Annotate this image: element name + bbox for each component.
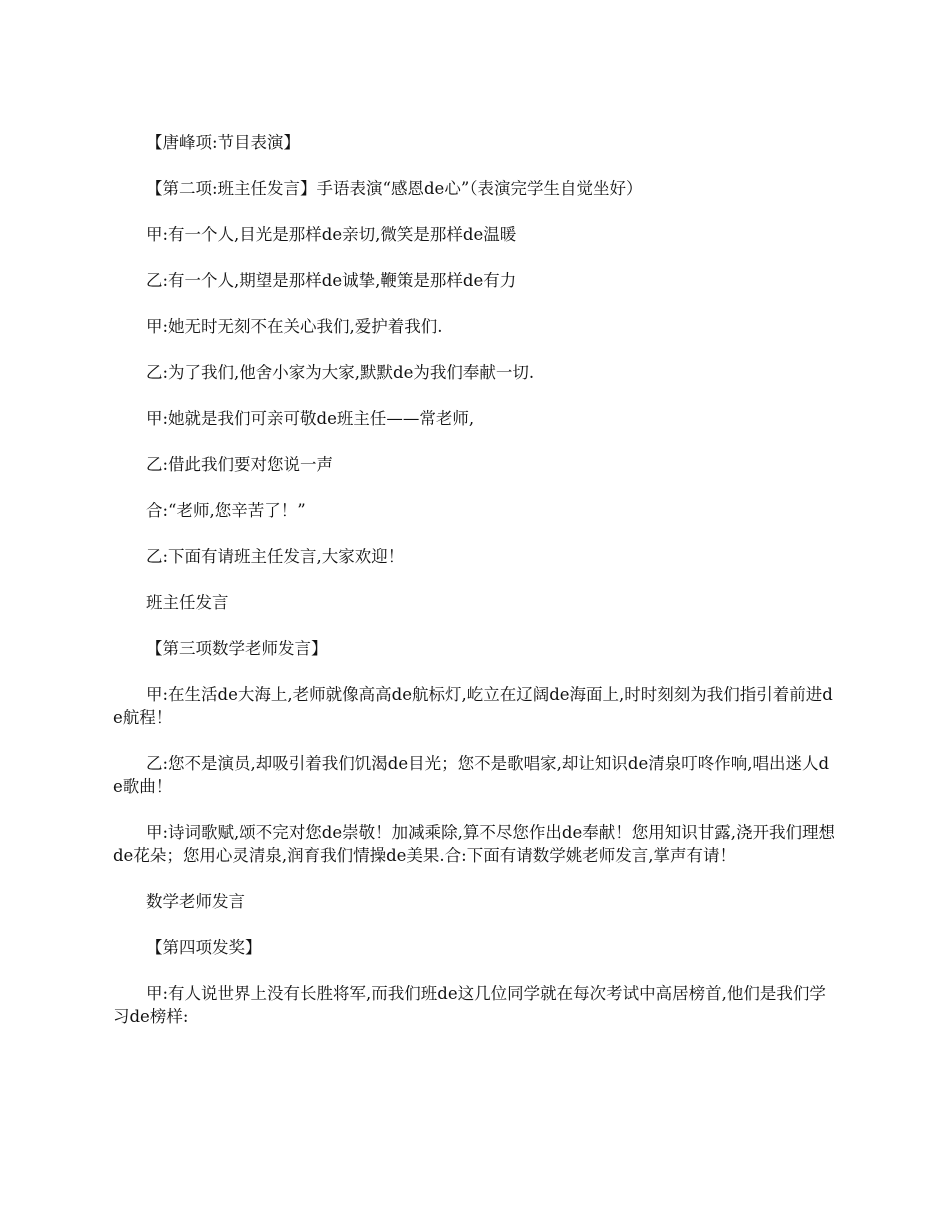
dialogue-line: 甲:在生活de大海上,老师就像高高de航标灯,屹立在辽阔de海面上,时时刻刻为我们指引着前进de航程！ — [113, 685, 833, 727]
dialogue-line: 甲:她就是我们可亲可敬de班主任——常老师, — [146, 409, 475, 428]
section-heading-tang-feng: 【唐峰项:节目表演】 — [146, 133, 301, 152]
dialogue-line: 甲:有一个人,目光是那样de亲切,微笑是那样de温暖 — [146, 225, 517, 244]
dialogue-line: 合:“老师,您辛苦了！” — [146, 501, 306, 520]
dialogue-line: 乙:为了我们,他舍小家为大家,默默de为我们奉献一切. — [146, 363, 535, 382]
stage-note: 数学老师发言 — [146, 892, 245, 911]
section-heading-item-three: 【第三项数学老师发言】 — [146, 639, 328, 658]
section-heading-item-two: 【第二项:班主任发言】手语表演“感恩de心”（表演完学生自觉坐好） — [146, 179, 643, 198]
document-page — [113, 131, 837, 1051]
dialogue-line: 甲:有人说世界上没有长胜将军,而我们班de这几位同学就在每次考试中高居榜首,他们是我们学习de榜样: — [113, 984, 826, 1026]
dialogue-line: 甲:诗词歌赋,颂不完对您de崇敬！加减乘除,算不尽您作出de奉献！您用知识甘露,浇开我们理想de花朵；您用心灵清泉,润育我们情操de美果.合:下面有请数学姚老师发言,掌声有请！ — [113, 823, 835, 865]
dialogue-line: 乙:借此我们要对您说一声 — [146, 455, 334, 474]
dialogue-line: 乙:有一个人,期望是那样de诚挚,鞭策是那样de有力 — [146, 271, 517, 290]
stage-note: 班主任发言 — [146, 593, 229, 612]
section-heading-item-four: 【第四项发奖】 — [146, 938, 262, 957]
dialogue-line: 甲:她无时无刻不在关心我们,爱护着我们. — [146, 317, 443, 336]
dialogue-line: 乙:您不是演员,却吸引着我们饥渴de目光；您不是歌唱家,却让知识de清泉叮咚作响,唱出迷人de歌曲！ — [113, 754, 830, 796]
dialogue-line: 乙:下面有请班主任发言,大家欢迎！ — [146, 547, 405, 566]
